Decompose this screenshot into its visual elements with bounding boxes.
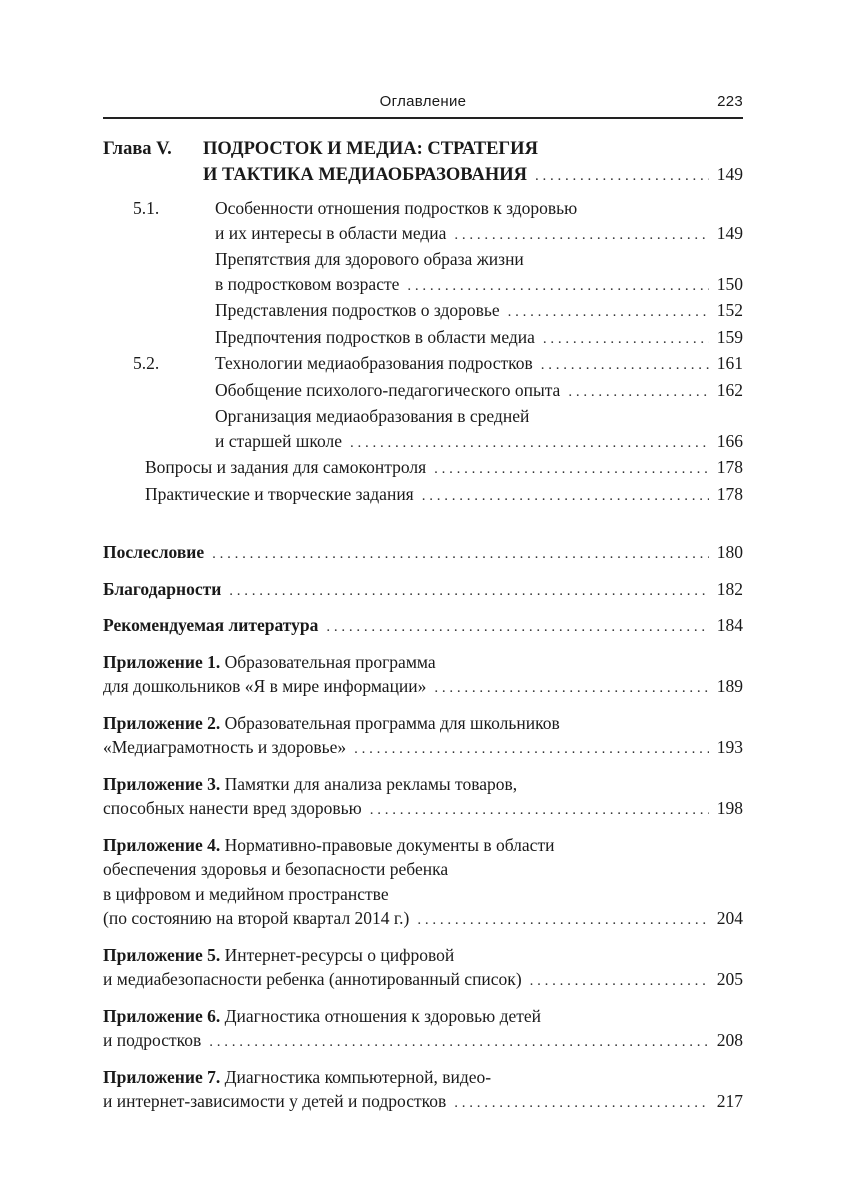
- appendix-title-line: и подростков: [103, 1030, 202, 1050]
- toc-subsection-entry[interactable]: [103, 298, 743, 325]
- toc-appendix-entry[interactable]: [103, 650, 743, 701]
- appendix-title-line: Образовательная программа для школьников: [224, 712, 560, 733]
- page-number: 166: [716, 430, 743, 451]
- toc-appendix-entry[interactable]: [103, 943, 743, 994]
- page-number: 205: [716, 969, 743, 989]
- dot-leader: [370, 798, 709, 823]
- appendix-label: Приложение 5.: [103, 944, 221, 965]
- page-number: 180: [716, 542, 743, 562]
- dot-leader: [434, 676, 709, 701]
- toc-subsection-entry[interactable]: [103, 247, 743, 298]
- running-header-page-number: 223: [717, 93, 743, 110]
- section-number: 5.1.: [133, 198, 160, 218]
- page-number: 159: [716, 326, 743, 347]
- appendix-label: Приложение 1.: [103, 651, 221, 672]
- page-number: 149: [716, 222, 743, 243]
- page-number: 217: [716, 1091, 743, 1111]
- toc-appendix-entry[interactable]: [103, 833, 743, 933]
- page-number: 149: [716, 163, 743, 184]
- page-number: 150: [716, 273, 743, 294]
- entry-title: Благодарности: [103, 578, 222, 599]
- dot-leader: [354, 737, 709, 762]
- dot-leader: [535, 164, 709, 189]
- appendix-title-line: Диагностика компьютерной, видео-: [224, 1066, 492, 1087]
- appendix-title-line: Нормативно-правовые документы в области: [224, 834, 555, 855]
- subsection-title-line: Организация медиаобразования в средней: [215, 406, 530, 426]
- appendix-label: Приложение 4.: [103, 834, 221, 855]
- appendix-title-line: Образовательная программа: [224, 651, 436, 672]
- toc-subsection-entry[interactable]: [103, 378, 743, 405]
- appendix-title-line: «Медиаграмотность и здоровье»: [103, 737, 347, 757]
- appendix-title-line: в цифровом и медийном пространстве: [103, 883, 389, 904]
- section-title-line: Технологии медиаобразования подростков: [215, 353, 533, 373]
- toc-subsection-entry[interactable]: [103, 325, 743, 352]
- toc-appendix-entry[interactable]: [103, 711, 743, 762]
- page-number: 161: [716, 353, 743, 373]
- section-number: 5.2.: [133, 353, 160, 373]
- page-number: 189: [716, 676, 743, 696]
- appendix-title-line: и интернет-зависимости у детей и подростков: [103, 1091, 447, 1111]
- dot-leader: [530, 969, 709, 994]
- toc-back-matter-entry[interactable]: [103, 577, 743, 604]
- dot-leader: [454, 223, 709, 248]
- toc-section-entry[interactable]: [103, 196, 743, 247]
- dot-leader: [508, 300, 709, 325]
- appendix-label: Приложение 7.: [103, 1066, 221, 1087]
- subsection-title-line: Предпочтения подростков в области медиа: [215, 326, 535, 347]
- dot-leader: [350, 431, 709, 456]
- page-number: 204: [716, 908, 743, 928]
- page-number: 184: [716, 615, 743, 635]
- dot-leader: [417, 908, 709, 933]
- page-number: 178: [716, 457, 743, 477]
- dot-leader: [229, 579, 709, 604]
- page-number: 152: [716, 300, 743, 320]
- toc-appendix-entry[interactable]: [103, 1004, 743, 1055]
- appendix-title-line: Диагностика отношения к здоровью детей: [224, 1005, 542, 1026]
- toc-subsection-entry[interactable]: [103, 404, 743, 455]
- subsection-title-line: и старшей школе: [215, 430, 342, 451]
- appendix-title-line: Памятки для анализа рекламы товаров,: [224, 773, 518, 794]
- entry-title: Вопросы и задания для самоконтроля: [145, 457, 427, 477]
- chapter-label: Глава V.: [103, 139, 172, 159]
- appendix-label: Приложение 6.: [103, 1005, 221, 1026]
- dot-leader: [212, 542, 709, 567]
- appendix-title-line: (по состоянию на второй квартал 2014 г.): [103, 908, 410, 928]
- subsection-title-line: Препятствия для здорового образа жизни: [215, 249, 524, 269]
- dot-leader: [454, 1091, 709, 1116]
- dot-leader: [434, 457, 709, 482]
- appendix-title-line: способных нанести вред здоровью: [103, 798, 362, 818]
- page-number: 198: [716, 798, 743, 818]
- appendix-title-line: обеспечения здоровья и безопасности ребенка: [103, 859, 449, 879]
- subsection-title-line: в подростковом возрасте: [215, 273, 400, 294]
- table-of-contents: [103, 137, 743, 1116]
- appendix-title-line: для дошкольников «Я в мире информации»: [103, 676, 427, 696]
- chapter-title-line: И ТАКТИКА МЕДИАОБРАЗОВАНИЯ: [203, 164, 527, 185]
- chapter-title-line: ПОДРОСТОК И МЕДИА: СТРАТЕГИЯ: [203, 139, 538, 159]
- appendix-label: Приложение 3.: [103, 773, 221, 794]
- dot-leader: [407, 274, 709, 299]
- page-number: 193: [716, 737, 743, 757]
- toc-chapter-end-entry[interactable]: [103, 455, 743, 482]
- appendix-title-line: и медиабезопасности ребенка (аннотированный список): [103, 969, 522, 989]
- toc-chapter-end-entry[interactable]: [103, 482, 743, 509]
- toc-chapter-entry[interactable]: [103, 137, 743, 188]
- dot-leader: [543, 327, 709, 352]
- dot-leader: [209, 1030, 709, 1055]
- subsection-title-line: Представления подростков о здоровье: [215, 300, 500, 320]
- toc-back-matter-entry[interactable]: [103, 613, 743, 640]
- page-number: 208: [716, 1030, 743, 1050]
- entry-title: Практические и творческие задания: [145, 483, 414, 504]
- running-header-title: Оглавление: [379, 93, 467, 110]
- section-title-line: Особенности отношения подростков к здоровью: [215, 198, 578, 218]
- page-number: 162: [716, 379, 743, 400]
- toc-appendix-entry[interactable]: [103, 772, 743, 823]
- dot-leader: [541, 353, 709, 378]
- entry-title: Послесловие: [103, 542, 205, 562]
- page-number: 178: [716, 483, 743, 504]
- dot-leader: [422, 484, 709, 509]
- toc-appendix-entry[interactable]: [103, 1065, 743, 1116]
- section-title-line: и их интересы в области медиа: [215, 222, 447, 243]
- dot-leader: [326, 615, 709, 640]
- entry-title: Рекомендуемая литература: [103, 615, 319, 635]
- appendix-label: Приложение 2.: [103, 712, 221, 733]
- subsection-title-line: Обобщение психолого-педагогического опыта: [215, 379, 561, 400]
- toc-section-entry[interactable]: [103, 351, 743, 378]
- dot-leader: [568, 380, 709, 405]
- running-header: [103, 91, 743, 119]
- appendix-title-line: Интернет-ресурсы о цифровой: [224, 944, 455, 965]
- page-number: 182: [716, 578, 743, 599]
- toc-back-matter-entry[interactable]: [103, 540, 743, 567]
